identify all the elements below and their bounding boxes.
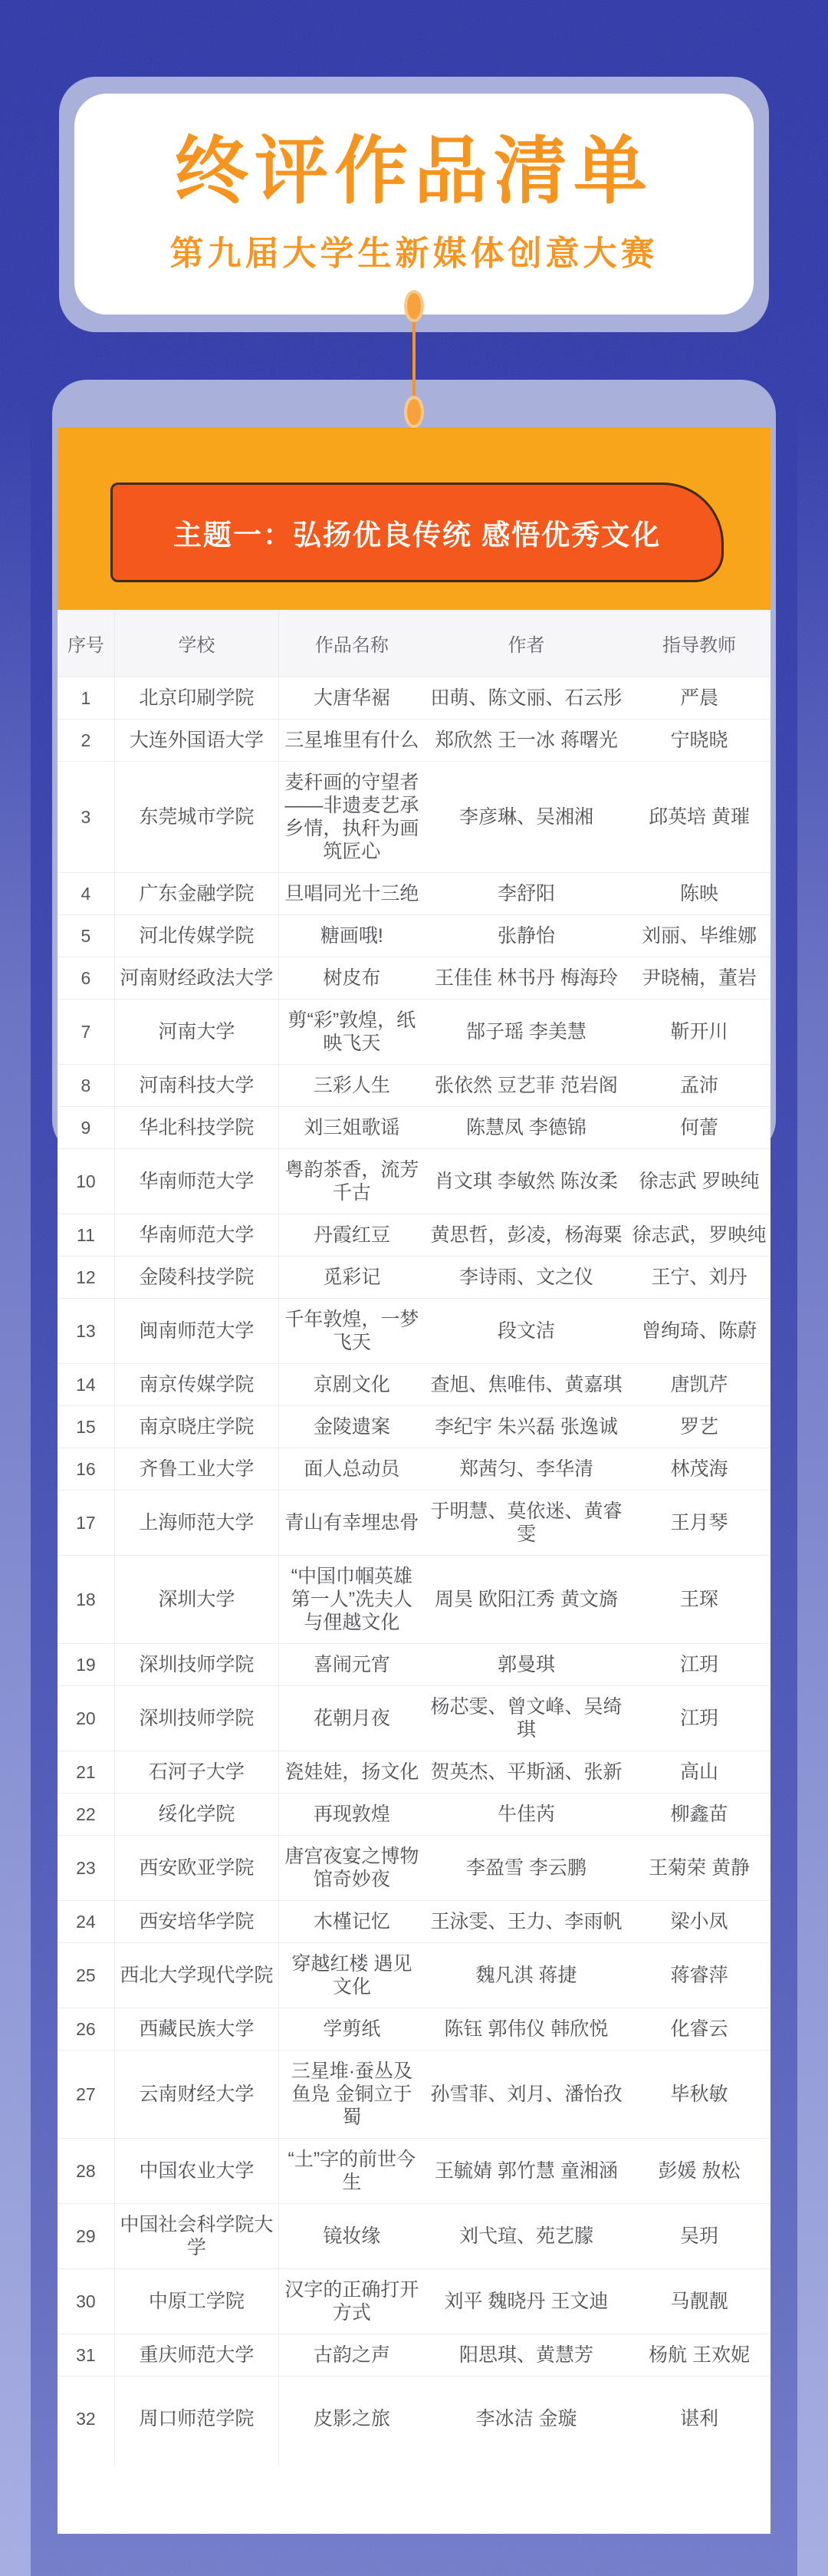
cell-school: 河南科技大学 bbox=[114, 1065, 278, 1107]
cell-authors: 孙雪菲、刘月、潘怡孜 bbox=[425, 2051, 628, 2139]
cell-no: 13 bbox=[58, 1299, 114, 1364]
cell-school: 深圳技师学院 bbox=[114, 1686, 278, 1751]
connector-dot-top bbox=[404, 290, 424, 322]
cell-authors: 李盈雪 李云鹏 bbox=[425, 1836, 628, 1901]
cell-work: 再现敦煌 bbox=[278, 1794, 425, 1836]
cell-school: 周口师范学院 bbox=[114, 2377, 278, 2466]
title-card bbox=[74, 94, 754, 315]
cell-authors: 肖文琪 李敏然 陈汝柔 bbox=[425, 1149, 628, 1214]
cell-authors: 段文洁 bbox=[425, 1299, 628, 1364]
cell-no: 12 bbox=[58, 1257, 114, 1299]
cell-school: 大连外国语大学 bbox=[114, 720, 278, 762]
cell-school: 石河子大学 bbox=[114, 1751, 278, 1794]
cell-authors: 李冰洁 金璇 bbox=[425, 2377, 628, 2466]
cell-school: 中国社会科学院大学 bbox=[114, 2204, 278, 2269]
cell-no: 5 bbox=[58, 915, 114, 957]
cell-work: 三星堆里有什么 bbox=[278, 720, 425, 762]
cell-no: 24 bbox=[58, 1901, 114, 1943]
cell-no: 29 bbox=[58, 2204, 114, 2269]
cell-authors: 郑欣然 王一冰 蒋曙光 bbox=[425, 720, 628, 762]
cell-authors: 王佳佳 林书丹 梅海玲 bbox=[425, 957, 628, 1000]
cell-no: 27 bbox=[58, 2051, 114, 2139]
cell-school: 西北大学现代学院 bbox=[114, 1943, 278, 2008]
table-row bbox=[58, 1751, 770, 1794]
cell-authors: 王毓婧 郭竹慧 童湘涵 bbox=[425, 2139, 628, 2204]
cell-teacher: 王宁、刘丹 bbox=[628, 1257, 770, 1299]
theme-banner: 主题一：弘扬优良传统 感悟优秀文化 bbox=[110, 483, 724, 582]
table-row bbox=[58, 2204, 770, 2269]
cell-teacher: 毕秋敏 bbox=[628, 2051, 770, 2139]
cell-work: 旦唱同光十三绝 bbox=[278, 873, 425, 915]
cell-no: 8 bbox=[58, 1065, 114, 1107]
page-subtitle: 第九届大学生新媒体创意大赛 bbox=[169, 235, 659, 273]
cell-teacher: 刘丽、毕维娜 bbox=[628, 915, 770, 957]
cell-work: 皮影之旅 bbox=[278, 2377, 425, 2466]
cell-authors: 李彦琳、吴湘湘 bbox=[425, 762, 628, 873]
cell-no: 17 bbox=[58, 1491, 114, 1556]
table-row bbox=[58, 2377, 770, 2466]
connector-dot-bottom bbox=[404, 396, 424, 428]
table-row bbox=[58, 1406, 770, 1448]
right-light-edge bbox=[797, 399, 828, 2576]
cell-school: 云南财经大学 bbox=[114, 2051, 278, 2139]
cell-teacher: 王琛 bbox=[628, 1556, 770, 1644]
cell-school: 绥化学院 bbox=[114, 1794, 278, 1836]
cell-no: 32 bbox=[58, 2377, 114, 2466]
cell-teacher: 靳开川 bbox=[628, 1000, 770, 1065]
column-header: 作品名称 bbox=[278, 610, 425, 677]
cell-authors: 刘弋瑄、苑艺朦 bbox=[425, 2204, 628, 2269]
cell-authors: 牛佳芮 bbox=[425, 1794, 628, 1836]
cell-no: 2 bbox=[58, 720, 114, 762]
table-row bbox=[58, 720, 770, 762]
cell-authors: 刘平 魏晓丹 王文迪 bbox=[425, 2269, 628, 2334]
cell-teacher: 严晨 bbox=[628, 677, 770, 720]
cell-work: 粤韵茶香，流芳千古 bbox=[278, 1149, 425, 1214]
table-row bbox=[58, 1214, 770, 1257]
works-table bbox=[58, 610, 770, 2466]
cell-authors: 张依然 豆艺菲 范岩阁 bbox=[425, 1065, 628, 1107]
cell-work: 穿越红楼 遇见文化 bbox=[278, 1943, 425, 2008]
table-row bbox=[58, 1686, 770, 1751]
cell-teacher: 孟沛 bbox=[628, 1065, 770, 1107]
cell-authors: 阳思琪、黄慧芳 bbox=[425, 2334, 628, 2377]
cell-school: 广东金融学院 bbox=[114, 873, 278, 915]
cell-no: 26 bbox=[58, 2008, 114, 2051]
column-header: 学校 bbox=[114, 610, 278, 677]
cell-school: 河南大学 bbox=[114, 1000, 278, 1065]
cell-no: 20 bbox=[58, 1686, 114, 1751]
cell-no: 4 bbox=[58, 873, 114, 915]
cell-no: 11 bbox=[58, 1214, 114, 1257]
cell-no: 7 bbox=[58, 1000, 114, 1065]
cell-school: 东莞城市学院 bbox=[114, 762, 278, 873]
cell-authors: 李诗雨、文之仪 bbox=[425, 1257, 628, 1299]
table-header bbox=[58, 610, 770, 677]
cell-teacher: 江玥 bbox=[628, 1686, 770, 1751]
table-row bbox=[58, 2139, 770, 2204]
cell-work: 学剪纸 bbox=[278, 2008, 425, 2051]
cell-teacher: 谌利 bbox=[628, 2377, 770, 2466]
cell-work: 京剧文化 bbox=[278, 1364, 425, 1406]
table-row bbox=[58, 1644, 770, 1686]
table-row bbox=[58, 1107, 770, 1149]
cell-work: 树皮布 bbox=[278, 957, 425, 1000]
cell-teacher: 尹晓楠，董岩 bbox=[628, 957, 770, 1000]
left-light-edge bbox=[0, 399, 31, 2576]
table-row bbox=[58, 2008, 770, 2051]
cell-no: 1 bbox=[58, 677, 114, 720]
cell-school: 深圳大学 bbox=[114, 1556, 278, 1644]
cell-no: 28 bbox=[58, 2139, 114, 2204]
cell-school: 西安培华学院 bbox=[114, 1901, 278, 1943]
cell-school: 华南师范大学 bbox=[114, 1214, 278, 1257]
table-row bbox=[58, 1836, 770, 1901]
cell-authors: 郭曼琪 bbox=[425, 1644, 628, 1686]
cell-work: 剪“彩”敦煌，纸映飞天 bbox=[278, 1000, 425, 1065]
cell-no: 19 bbox=[58, 1644, 114, 1686]
cell-no: 9 bbox=[58, 1107, 114, 1149]
cell-work: 千年敦煌，一梦飞天 bbox=[278, 1299, 425, 1364]
cell-teacher: 马靓靓 bbox=[628, 2269, 770, 2334]
cell-work: 大唐华裾 bbox=[278, 677, 425, 720]
table-row bbox=[58, 1299, 770, 1364]
cell-school: 西藏民族大学 bbox=[114, 2008, 278, 2051]
column-header: 作者 bbox=[425, 610, 628, 677]
column-header: 指导教师 bbox=[628, 610, 770, 677]
cell-teacher: 徐志武，罗映纯 bbox=[628, 1214, 770, 1257]
table-row bbox=[58, 1901, 770, 1943]
cell-authors: 查旭、焦唯伟、黄嘉琪 bbox=[425, 1364, 628, 1406]
cell-school: 南京晓庄学院 bbox=[114, 1406, 278, 1448]
cell-work: 唐宫夜宴之博物馆奇妙夜 bbox=[278, 1836, 425, 1901]
cell-no: 10 bbox=[58, 1149, 114, 1214]
cell-teacher: 王菊荣 黄静 bbox=[628, 1836, 770, 1901]
table-row bbox=[58, 677, 770, 720]
cell-work: 古韵之声 bbox=[278, 2334, 425, 2377]
cell-work: 三彩人生 bbox=[278, 1065, 425, 1107]
cell-authors: 魏凡淇 蒋捷 bbox=[425, 1943, 628, 2008]
cell-school: 闽南师范大学 bbox=[114, 1299, 278, 1364]
table-row bbox=[58, 1794, 770, 1836]
cell-school: 西安欧亚学院 bbox=[114, 1836, 278, 1901]
cell-no: 25 bbox=[58, 1943, 114, 2008]
cell-teacher: 化睿云 bbox=[628, 2008, 770, 2051]
cell-no: 6 bbox=[58, 957, 114, 1000]
table-row bbox=[58, 915, 770, 957]
works-table-container bbox=[58, 610, 770, 2534]
cell-work: 刘三姐歌谣 bbox=[278, 1107, 425, 1149]
cell-work: 花朝月夜 bbox=[278, 1686, 425, 1751]
cell-teacher: 王月琴 bbox=[628, 1491, 770, 1556]
cell-no: 3 bbox=[58, 762, 114, 873]
cell-teacher: 高山 bbox=[628, 1751, 770, 1794]
table-row bbox=[58, 873, 770, 915]
cell-no: 22 bbox=[58, 1794, 114, 1836]
cell-authors: 李舒阳 bbox=[425, 873, 628, 915]
table-row bbox=[58, 762, 770, 873]
cell-school: 深圳技师学院 bbox=[114, 1644, 278, 1686]
cell-no: 23 bbox=[58, 1836, 114, 1901]
cell-school: 重庆师范大学 bbox=[114, 2334, 278, 2377]
cell-teacher: 何蕾 bbox=[628, 1107, 770, 1149]
cell-authors: 郑茜匀、李华清 bbox=[425, 1448, 628, 1491]
table-row bbox=[58, 1943, 770, 2008]
table-row bbox=[58, 2051, 770, 2139]
cell-teacher: 柳鑫苗 bbox=[628, 1794, 770, 1836]
cell-no: 14 bbox=[58, 1364, 114, 1406]
cell-no: 30 bbox=[58, 2269, 114, 2334]
cell-no: 16 bbox=[58, 1448, 114, 1491]
cell-school: 华南师范大学 bbox=[114, 1149, 278, 1214]
cell-no: 31 bbox=[58, 2334, 114, 2377]
cell-authors: 陈钰 郭伟仪 韩欣悦 bbox=[425, 2008, 628, 2051]
table-row bbox=[58, 1257, 770, 1299]
cell-teacher: 陈映 bbox=[628, 873, 770, 915]
table-row bbox=[58, 1556, 770, 1644]
cell-work: 糖画哦! bbox=[278, 915, 425, 957]
cell-authors: 贺英杰、平斯涵、张新 bbox=[425, 1751, 628, 1794]
cell-teacher: 杨航 王欢妮 bbox=[628, 2334, 770, 2377]
cell-work: 瓷娃娃，扬文化 bbox=[278, 1751, 425, 1794]
cell-no: 15 bbox=[58, 1406, 114, 1448]
cell-work: 觅彩记 bbox=[278, 1257, 425, 1299]
cell-work: 镜妆缘 bbox=[278, 2204, 425, 2269]
cell-teacher: 彭媛 敖松 bbox=[628, 2139, 770, 2204]
cell-teacher: 曾绚琦、陈蔚 bbox=[628, 1299, 770, 1364]
cell-teacher: 吴玥 bbox=[628, 2204, 770, 2269]
cell-authors: 黄思哲，彭凌，杨海粟 bbox=[425, 1214, 628, 1257]
table-row bbox=[58, 1491, 770, 1556]
cell-work: 麦秆画的守望者——非遗麦艺承乡情，执秆为画 筑匠心 bbox=[278, 762, 425, 873]
cell-teacher: 江玥 bbox=[628, 1644, 770, 1686]
cell-work: 木槿记忆 bbox=[278, 1901, 425, 1943]
cell-authors: 张静怡 bbox=[425, 915, 628, 957]
cell-teacher: 徐志武 罗映纯 bbox=[628, 1149, 770, 1214]
table-row bbox=[58, 1000, 770, 1065]
table-row bbox=[58, 1149, 770, 1214]
cell-school: 中国农业大学 bbox=[114, 2139, 278, 2204]
cell-school: 中原工学院 bbox=[114, 2269, 278, 2334]
cell-work: 面人总动员 bbox=[278, 1448, 425, 1491]
cell-authors: 田萌、陈文丽、石云彤 bbox=[425, 677, 628, 720]
cell-authors: 郜子瑶 李美慧 bbox=[425, 1000, 628, 1065]
cell-no: 18 bbox=[58, 1556, 114, 1644]
cell-teacher: 唐凯芹 bbox=[628, 1364, 770, 1406]
column-header: 序号 bbox=[58, 610, 114, 677]
cell-work: 金陵遗案 bbox=[278, 1406, 425, 1448]
page-title: 终评作品清单 bbox=[175, 130, 653, 212]
cell-authors: 周昊 欧阳江秀 黄文旖 bbox=[425, 1556, 628, 1644]
cell-authors: 于明慧、莫依迷、黄睿雯 bbox=[425, 1491, 628, 1556]
theme-panel bbox=[58, 427, 770, 610]
cell-work: 青山有幸埋忠骨 bbox=[278, 1491, 425, 1556]
cell-school: 河北传媒学院 bbox=[114, 915, 278, 957]
cell-school: 上海师范大学 bbox=[114, 1491, 278, 1556]
cell-teacher: 林茂海 bbox=[628, 1448, 770, 1491]
cell-work: “土”字的前世今生 bbox=[278, 2139, 425, 2204]
cell-school: 河南财经政法大学 bbox=[114, 957, 278, 1000]
cell-school: 金陵科技学院 bbox=[114, 1257, 278, 1299]
cell-authors: 陈慧凤 李德锦 bbox=[425, 1107, 628, 1149]
cell-authors: 杨芯雯、曾文峰、吴绮琪 bbox=[425, 1686, 628, 1751]
cell-school: 北京印刷学院 bbox=[114, 677, 278, 720]
table-row bbox=[58, 1364, 770, 1406]
cell-work: 三星堆·蚕丛及鱼凫 金铜立于蜀 bbox=[278, 2051, 425, 2139]
cell-authors: 李纪宇 朱兴磊 张逸诚 bbox=[425, 1406, 628, 1448]
cell-work: “中国巾帼英雄第一人”冼夫人与俚越文化 bbox=[278, 1556, 425, 1644]
table-row bbox=[58, 1448, 770, 1491]
table-row bbox=[58, 957, 770, 1000]
table-row bbox=[58, 1065, 770, 1107]
cell-teacher: 罗艺 bbox=[628, 1406, 770, 1448]
cell-school: 南京传媒学院 bbox=[114, 1364, 278, 1406]
cell-authors: 王泳雯、王力、李雨帆 bbox=[425, 1901, 628, 1943]
cell-teacher: 宁晓晓 bbox=[628, 720, 770, 762]
cell-teacher: 蒋睿萍 bbox=[628, 1943, 770, 2008]
cell-school: 华北科技学院 bbox=[114, 1107, 278, 1149]
cell-teacher: 邱英培 黄璀 bbox=[628, 762, 770, 873]
cell-no: 21 bbox=[58, 1751, 114, 1794]
table-row bbox=[58, 2334, 770, 2377]
cell-work: 丹霞红豆 bbox=[278, 1214, 425, 1257]
table-row bbox=[58, 2269, 770, 2334]
cell-work: 汉字的正确打开方式 bbox=[278, 2269, 425, 2334]
cell-teacher: 梁小凤 bbox=[628, 1901, 770, 1943]
cell-school: 齐鲁工业大学 bbox=[114, 1448, 278, 1491]
cell-work: 喜闹元宵 bbox=[278, 1644, 425, 1686]
